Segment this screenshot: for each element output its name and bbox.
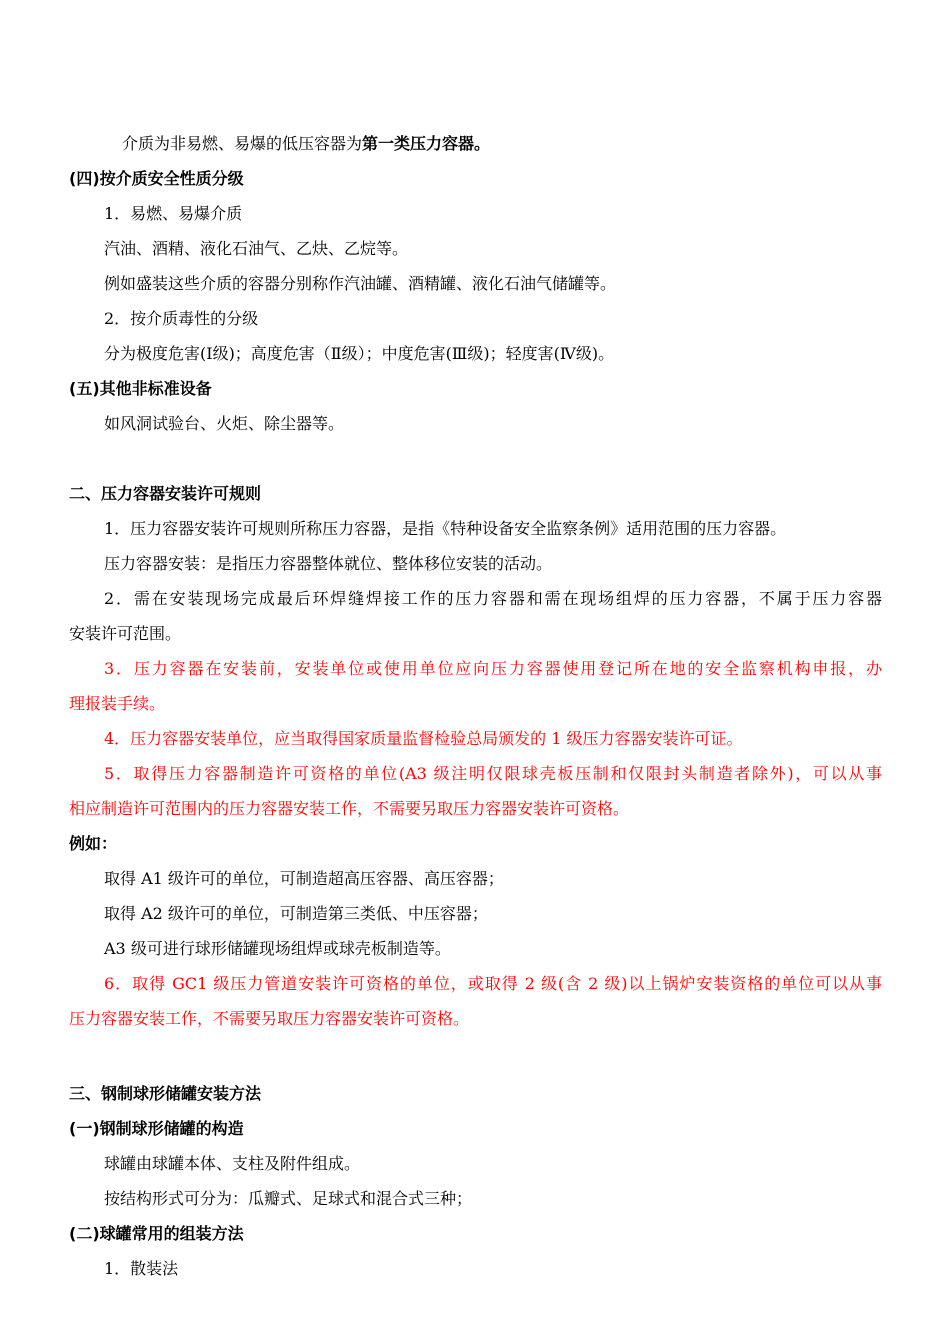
- paragraph-class-one-vessel: [122, 134, 490, 154]
- paragraph-other-equipment: 如风洞试验台、火炬、除尘器等。: [104, 414, 345, 433]
- bold-term: 第一类压力容器。: [362, 134, 491, 153]
- list-item-flammable: 1．易燃、易爆介质: [104, 204, 243, 223]
- list-item-bulk-assembly: 1．散装法: [104, 1259, 179, 1278]
- example-a2: 取得 A2 级许可的单位，可制造第三类低、中压容器；: [104, 904, 488, 923]
- paragraph-tank-components: 球罐由球罐本体、支柱及附件组成。: [104, 1154, 361, 1173]
- paragraph-tank-forms: 按结构形式可分为：瓜瓣式、足球式和混合式三种；: [104, 1189, 473, 1208]
- rule-6-line2: 压力容器安装工作，不需要另取压力容器安装许可资格。: [69, 1009, 470, 1028]
- example-a3: A3 级可进行球形储罐现场组焊或球壳板制造等。: [104, 939, 451, 958]
- rule-4: 4．压力容器安装单位，应当取得国家质量监督检验总局颁发的 1 级压力容器安装许可证。: [104, 729, 743, 748]
- heading-tank-structure: (一)钢制球形储罐的构造: [69, 1119, 244, 1138]
- rule-5-line2: 相应制造许可范围内的压力容器安装工作，不需要另取压力容器安装许可资格。: [69, 799, 630, 818]
- paragraph-text: 介质为非易燃、易爆的低压容器为: [122, 134, 363, 153]
- rule-6-line1: 6．取得 GC1 级压力管道安装许可资格的单位，或取得 2 级(含 2 级)以上锅炉安装资格的单位可以从事: [104, 974, 882, 993]
- paragraph-tank-names: 例如盛装这些介质的容器分别称作汽油罐、酒精罐、液化石油气储罐等。: [104, 274, 617, 293]
- heading-example: 例如：: [69, 834, 118, 853]
- heading-other-equipment: (五)其他非标准设备: [69, 379, 212, 398]
- rule-3-line2: 理报装手续。: [69, 694, 166, 713]
- example-a1: 取得 A1 级许可的单位，可制造超高压容器、高压容器；: [104, 869, 504, 888]
- section-heading-installation-license: 二、压力容器安装许可规则: [69, 484, 262, 503]
- rule-2-line1: 2．需在安装现场完成最后环焊缝焊接工作的压力容器和需在现场组焊的压力容器，不属于压力容器: [104, 589, 882, 608]
- paragraph-toxicity-levels: 分为极度危害(Ⅰ级)；高度危害（Ⅱ级）；中度危害(Ⅲ级)；轻度害(Ⅳ级)。: [104, 344, 615, 363]
- section-heading-spherical-tank: 三、钢制球形储罐安装方法: [69, 1084, 262, 1103]
- heading-assembly-methods: (二)球罐常用的组装方法: [69, 1224, 244, 1243]
- rule-1: 1．压力容器安装许可规则所称压力容器，是指《特种设备安全监察条例》适用范围的压力容器。: [104, 519, 787, 538]
- list-item-toxicity: 2．按介质毒性的分级: [104, 309, 259, 328]
- rule-2-line2: 安装许可范围。: [69, 624, 182, 643]
- rule-5-line1: 5．取得压力容器制造许可资格的单位(A3 级注明仅限球壳板压制和仅限封头制造者除外)，可以从事: [104, 764, 882, 783]
- rule-3-line1: 3．压力容器在安装前，安装单位或使用单位应向压力容器使用登记所在地的安全监察机构申报，办: [104, 659, 882, 678]
- heading-medium-safety-classification: (四)按介质安全性质分级: [69, 169, 244, 188]
- paragraph-flammable-examples: 汽油、酒精、液化石油气、乙炔、乙烷等。: [104, 239, 409, 258]
- rule-definition: 压力容器安装：是指压力容器整体就位、整体移位安装的活动。: [104, 554, 553, 573]
